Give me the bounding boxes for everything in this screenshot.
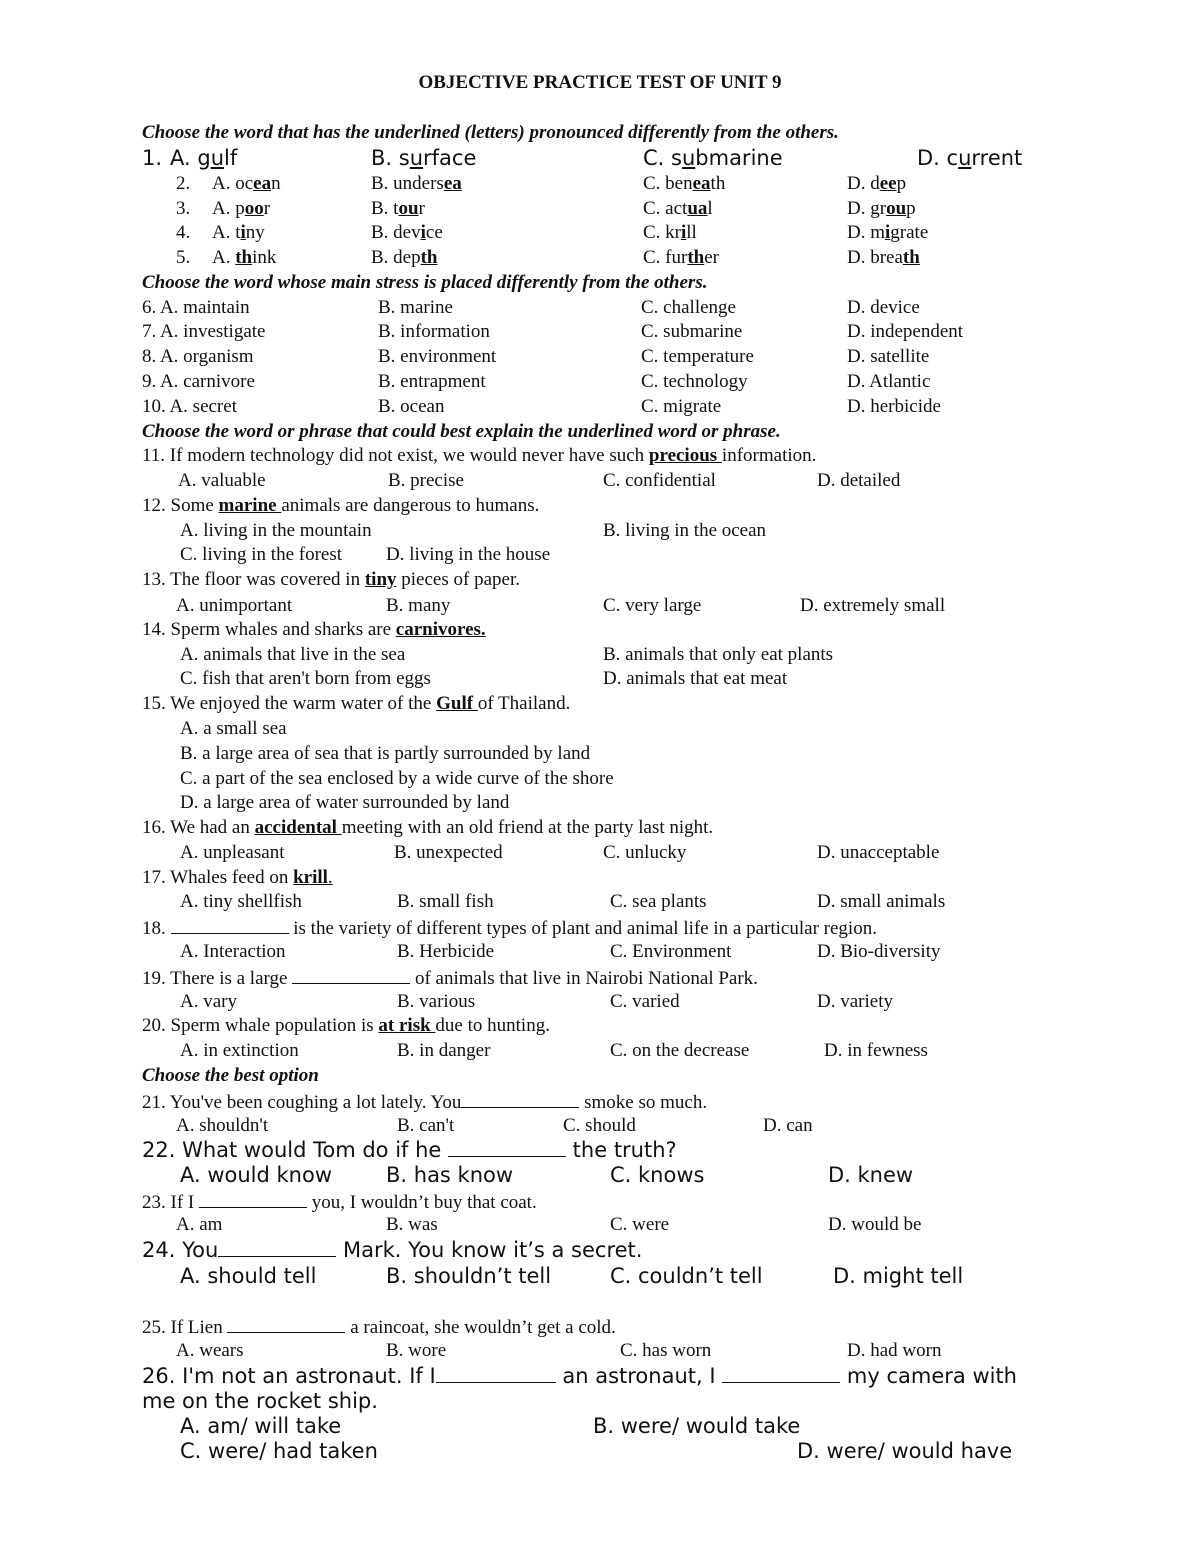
- q2-number: 2.: [176, 173, 191, 194]
- q13-option-d: D. extremely small: [800, 595, 946, 616]
- q2-option-a: A. ocean: [212, 173, 281, 194]
- q7-option-d: D. independent: [847, 321, 964, 342]
- q15-option-c-row: [0, 767, 1200, 793]
- q8-option-d: D. satellite: [847, 346, 930, 367]
- q9-option-d: D. Atlantic: [847, 371, 931, 392]
- q11-option-d: D. detailed: [817, 470, 901, 491]
- q15-option-a-row: [0, 717, 1200, 743]
- q26-stem-continued: me on the rocket ship.: [142, 1389, 378, 1413]
- q3-option-a: A. poor: [212, 198, 271, 219]
- q13-option-a: A. unimportant: [176, 595, 293, 616]
- q26-options-row2: [0, 1439, 1200, 1465]
- question-8: [0, 345, 1200, 371]
- section-heading-pronunciation: Choose the word that has the underlined (letters) pronounced differently from the others.: [142, 122, 839, 143]
- q23-options: [0, 1213, 1200, 1239]
- q25-option-a: A. wears: [176, 1340, 244, 1361]
- question-12: [0, 494, 1200, 520]
- q4-number: 4.: [176, 222, 191, 243]
- q14-option-d: D. animals that eat meat: [603, 668, 788, 689]
- q23-option-c: C. were: [610, 1214, 670, 1235]
- answer-blank: [199, 1189, 307, 1208]
- q23-option-d: D. would be: [828, 1214, 922, 1235]
- q10-option-c: C. migrate: [641, 396, 722, 417]
- q14-stem: 14. Sperm whales and sharks are carnivores.: [142, 619, 486, 640]
- q4-option-c: C. krill: [643, 222, 697, 243]
- q9-option-b: B. entrapment: [378, 371, 486, 392]
- q13-options: [0, 594, 1200, 620]
- q17-stem: 17. Whales feed on krill.: [142, 867, 333, 888]
- q1-number: 1.: [142, 146, 163, 170]
- q3-option-b: B. tour: [371, 198, 425, 219]
- q11-option-b: B. precise: [388, 470, 464, 491]
- q19-option-d: D. variety: [817, 991, 893, 1012]
- q15-option-c: C. a part of the sea enclosed by a wide curve of the shore: [180, 768, 614, 789]
- q6-option-b: B. marine: [378, 297, 453, 318]
- question-1: [0, 146, 1200, 172]
- q18-option-c: C. Environment: [610, 941, 732, 962]
- q26-option-c: C. were/ had taken: [180, 1439, 378, 1463]
- q11-option-c: C. confidential: [603, 470, 716, 491]
- q9-option-a: 9. A. carnivore: [142, 371, 255, 392]
- q22-option-a: A. would know: [180, 1163, 333, 1187]
- question-25: [0, 1314, 1200, 1340]
- q2-option-c: C. beneath: [643, 173, 726, 194]
- q23-option-b: B. was: [386, 1214, 438, 1235]
- q16-option-d: D. unacceptable: [817, 842, 940, 863]
- q12-option-c: C. living in the forest: [180, 544, 343, 565]
- question-10: [0, 395, 1200, 421]
- q13-option-b: B. many: [386, 595, 451, 616]
- q11-stem: 11. If modern technology did not exist, we would never have such precious information.: [142, 445, 817, 466]
- q1-option-c: C. submarine: [643, 146, 783, 170]
- q5-option-a: A. think: [212, 247, 277, 268]
- q15-stem: 15. We enjoyed the warm water of the Gulf of Thailand.: [142, 693, 571, 714]
- q18-options: [0, 940, 1200, 966]
- q20-option-a: A. in extinction: [180, 1040, 299, 1061]
- q12-option-a: A. living in the mountain: [180, 520, 372, 541]
- q18-option-b: B. Herbicide: [397, 941, 495, 962]
- q6-option-c: C. challenge: [641, 297, 736, 318]
- question-18: [0, 915, 1200, 941]
- question-21: [0, 1089, 1200, 1115]
- q17-options: [0, 890, 1200, 916]
- q20-stem: 20. Sperm whale population is at risk due to hunting.: [142, 1015, 550, 1036]
- q6-option-a: 6. A. maintain: [142, 297, 250, 318]
- q13-option-c: C. very large: [603, 595, 702, 616]
- section-heading-stress: Choose the word whose main stress is placed differently from the others.: [142, 272, 708, 293]
- q14-option-b: B. animals that only eat plants: [603, 644, 834, 665]
- q14-options-row1: [0, 643, 1200, 669]
- q17-option-b: B. small fish: [397, 891, 494, 912]
- q9-option-c: C. technology: [641, 371, 748, 392]
- q19-options: [0, 990, 1200, 1016]
- q16-option-b: B. unexpected: [394, 842, 503, 863]
- question-11: [0, 444, 1200, 470]
- answer-blank: [448, 1138, 566, 1157]
- q21-option-a: A. shouldn't: [176, 1115, 269, 1136]
- q24-option-a: A. should tell: [180, 1264, 317, 1288]
- q3-option-d: D. group: [847, 198, 916, 219]
- q2-option-d: D. deep: [847, 173, 907, 194]
- q19-option-c: C. varied: [610, 991, 680, 1012]
- q12-options-row1: [0, 519, 1200, 545]
- q16-option-c: C. unlucky: [603, 842, 687, 863]
- q3-number: 3.: [176, 198, 191, 219]
- q24-stem: 24. You Mark. You know it’s a secret.: [142, 1238, 643, 1262]
- q5-option-b: B. depth: [371, 247, 438, 268]
- answer-blank: [227, 1314, 345, 1333]
- question-23: [0, 1189, 1200, 1215]
- q21-option-d: D. can: [763, 1115, 813, 1136]
- q13-stem: 13. The floor was covered in tiny pieces of paper.: [142, 569, 520, 590]
- q16-option-a: A. unpleasant: [180, 842, 285, 863]
- q19-stem: 19. There is a large of animals that live in Nairobi National Park.: [142, 965, 758, 991]
- q15-option-a: A. a small sea: [180, 718, 287, 739]
- q4-option-a: A. tiny: [212, 222, 265, 243]
- q12-option-d: D. living in the house: [386, 544, 551, 565]
- q19-option-b: B. various: [397, 991, 476, 1012]
- question-17: [0, 866, 1200, 892]
- q17-option-d: D. small animals: [817, 891, 946, 912]
- q23-stem: 23. If I you, I wouldn’t buy that coat.: [142, 1189, 537, 1215]
- q2-option-b: B. undersea: [371, 173, 462, 194]
- q23-option-a: A. am: [176, 1214, 223, 1235]
- q5-option-c: C. further: [643, 247, 719, 268]
- q18-stem: 18. is the variety of different types of plant and animal life in a particular region.: [142, 915, 877, 941]
- q21-option-b: B. can't: [397, 1115, 455, 1136]
- q7-option-c: C. submarine: [641, 321, 743, 342]
- q22-option-b: B. has know: [386, 1163, 514, 1187]
- q10-option-d: D. herbicide: [847, 396, 941, 417]
- q16-options: [0, 841, 1200, 867]
- q15-option-d: D. a large area of water surrounded by land: [180, 792, 510, 813]
- q25-options: [0, 1339, 1200, 1365]
- question-6: [0, 296, 1200, 322]
- q25-option-d: D. had worn: [847, 1340, 942, 1361]
- question-24: [0, 1238, 1200, 1264]
- q4-option-b: B. device: [371, 222, 443, 243]
- q20-option-b: B. in danger: [397, 1040, 491, 1061]
- q22-options: [0, 1163, 1200, 1189]
- answer-blank: [292, 965, 410, 984]
- q5-number: 5.: [176, 247, 191, 268]
- q14-option-c: C. fish that aren't born from eggs: [180, 668, 431, 689]
- q18-option-a: A. Interaction: [180, 941, 286, 962]
- question-14: [0, 618, 1200, 644]
- section-heading-best-option: Choose the best option: [142, 1065, 319, 1086]
- q20-option-c: C. on the decrease: [610, 1040, 750, 1061]
- question-22: [0, 1138, 1200, 1164]
- q14-options-row2: [0, 667, 1200, 693]
- q10-option-a: 10. A. secret: [142, 396, 237, 417]
- answer-blank: [461, 1089, 579, 1108]
- q20-option-d: D. in fewness: [824, 1040, 928, 1061]
- q15-option-b-row: [0, 742, 1200, 768]
- q7-option-a: 7. A. investigate: [142, 321, 266, 342]
- q25-option-c: C. has worn: [620, 1340, 712, 1361]
- q4-option-d: D. migrate: [847, 222, 929, 243]
- q20-options: [0, 1039, 1200, 1065]
- q8-option-c: C. temperature: [641, 346, 754, 367]
- q24-options: [0, 1264, 1200, 1290]
- q14-option-a: A. animals that live in the sea: [180, 644, 406, 665]
- answer-blank: [436, 1364, 556, 1383]
- question-4: [0, 221, 1200, 247]
- answer-blank: [722, 1364, 840, 1383]
- q25-option-b: B. wore: [386, 1340, 447, 1361]
- answer-blank: [171, 915, 289, 934]
- page-title: OBJECTIVE PRACTICE TEST OF UNIT 9: [418, 72, 782, 93]
- question-13: [0, 568, 1200, 594]
- question-16: [0, 816, 1200, 842]
- section-heading-meaning: Choose the word or phrase that could best explain the underlined word or phrase.: [142, 421, 781, 442]
- q12-stem: 12. Some marine animals are dangerous to humans.: [142, 495, 540, 516]
- q21-options: [0, 1114, 1200, 1140]
- q11-options: [0, 469, 1200, 495]
- q1-option-b: B. surface: [371, 146, 477, 170]
- question-15: [0, 692, 1200, 718]
- q12-options-row2: [0, 543, 1200, 569]
- q18-option-d: D. Bio-diversity: [817, 941, 941, 962]
- q26-option-d: D. were/ would have: [797, 1439, 1013, 1463]
- q25-stem: 25. If Lien a raincoat, she wouldn’t get a cold.: [142, 1314, 616, 1340]
- q15-option-d-row: [0, 791, 1200, 817]
- question-26: [0, 1364, 1200, 1390]
- question-19: [0, 965, 1200, 991]
- q26-option-b: B. were/ would take: [593, 1414, 801, 1438]
- q8-option-a: 8. A. organism: [142, 346, 254, 367]
- q16-stem: 16. We had an accidental meeting with an old friend at the party last night.: [142, 817, 714, 838]
- q22-option-c: C. knows: [610, 1163, 705, 1187]
- q24-option-b: B. shouldn’t tell: [386, 1264, 552, 1288]
- q6-option-d: D. device: [847, 297, 920, 318]
- question-3: [0, 197, 1200, 223]
- answer-blank: [218, 1238, 336, 1257]
- q11-option-a: A. valuable: [178, 470, 266, 491]
- question-5: [0, 246, 1200, 272]
- question-2: [0, 172, 1200, 198]
- q24-option-c: C. couldn’t tell: [610, 1264, 763, 1288]
- q26-options-row1: [0, 1414, 1200, 1440]
- q22-stem: 22. What would Tom do if he the truth?: [142, 1138, 677, 1162]
- q17-option-a: A. tiny shellfish: [180, 891, 302, 912]
- q7-option-b: B. information: [378, 321, 490, 342]
- q12-option-b: B. living in the ocean: [603, 520, 767, 541]
- q26-stem: 26. I'm not an astronaut. If I an astronaut, I my camera with: [142, 1364, 1017, 1388]
- q1-option-d: D. current: [917, 146, 1023, 170]
- q8-option-b: B. environment: [378, 346, 497, 367]
- q21-stem: 21. You've been coughing a lot lately. You smoke so much.: [142, 1089, 707, 1115]
- q19-option-a: A. vary: [180, 991, 237, 1012]
- q26-stem-line2: [0, 1389, 1200, 1415]
- question-9: [0, 370, 1200, 396]
- q5-option-d: D. breath: [847, 247, 920, 268]
- q3-option-c: C. actual: [643, 198, 713, 219]
- question-20: [0, 1014, 1200, 1040]
- q15-option-b: B. a large area of sea that is partly surrounded by land: [180, 743, 591, 764]
- q17-option-c: C. sea plants: [610, 891, 707, 912]
- q22-option-d: D. knew: [828, 1163, 914, 1187]
- question-7: [0, 320, 1200, 346]
- q26-option-a: A. am/ will take: [180, 1414, 342, 1438]
- q10-option-b: B. ocean: [378, 396, 445, 417]
- q24-option-d: D. might tell: [833, 1264, 964, 1288]
- q1-option-a: A. gulf: [170, 146, 238, 170]
- q21-option-c: C. should: [563, 1115, 636, 1136]
